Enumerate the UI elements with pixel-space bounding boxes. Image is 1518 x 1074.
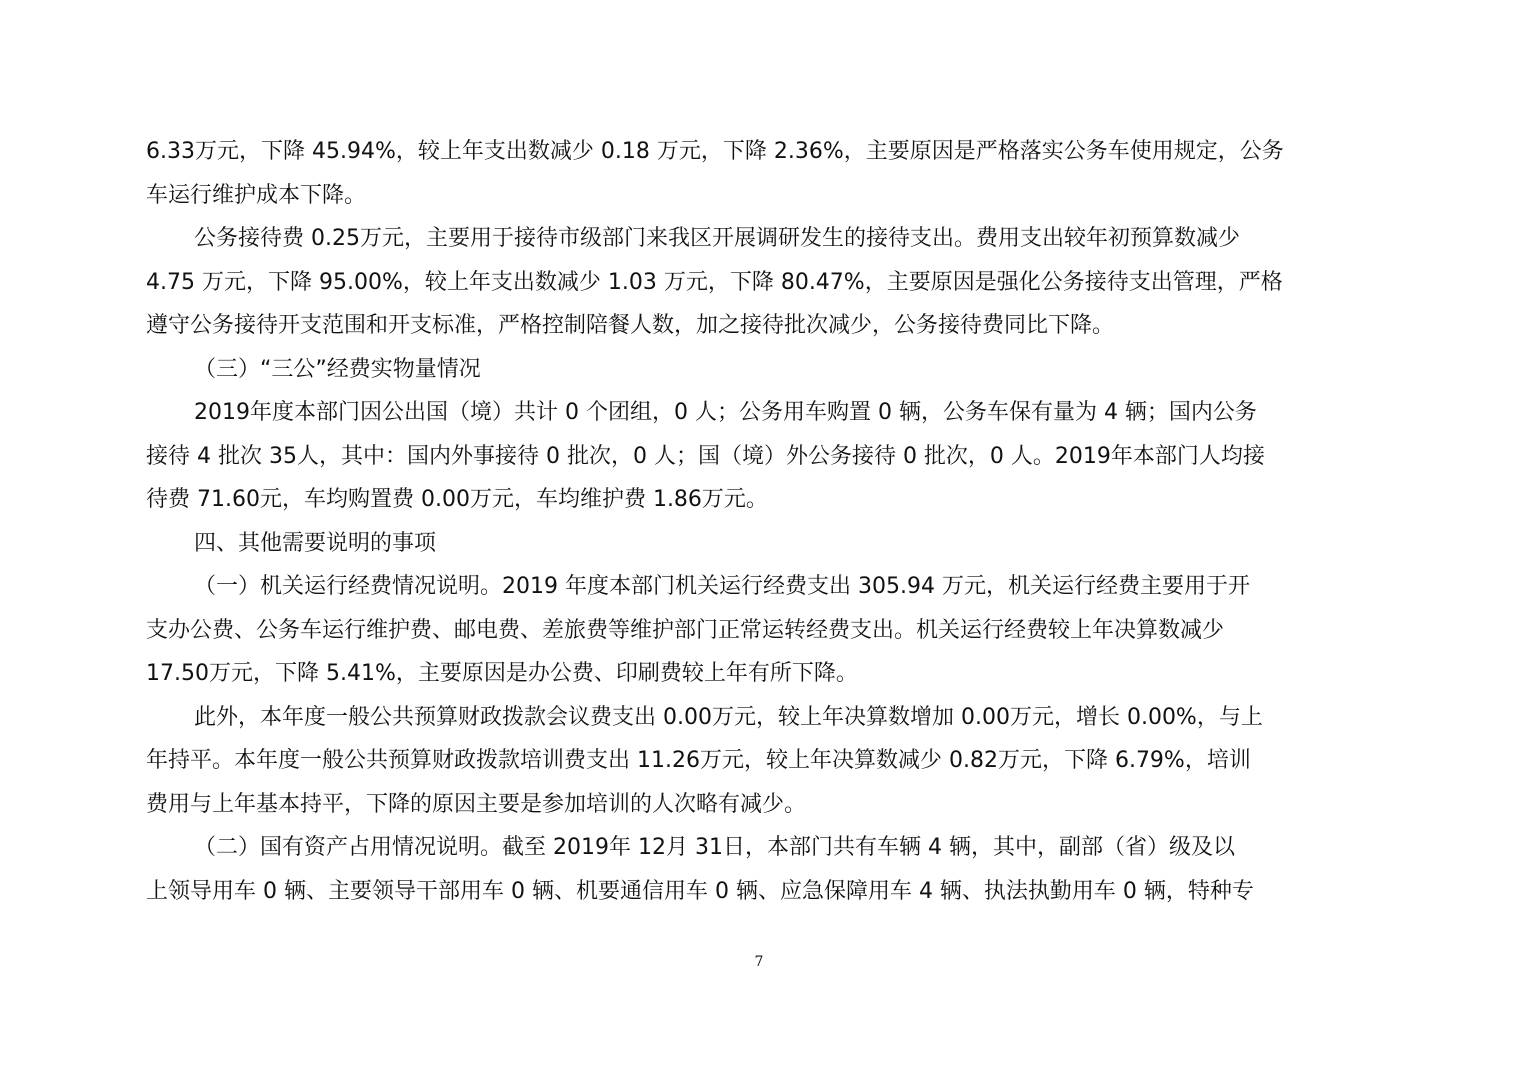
paragraph-start: 此外，本年度一般公共预算财政拨款会议费支出 0.00万元，较上年决算数增加 0.00万元，增长 0.00%，与上 — [194, 704, 1263, 730]
text-line: 年持平。本年度一般公共预算财政拨款培训费支出 11.26万元，较上年决算数减少 0.82万元，下降 6.79%，培训 — [146, 748, 1251, 773]
text-line: 待费 71.60元，车均购置费 0.00万元，车均维护费 1.86万元。 — [146, 487, 768, 512]
text-line: 支办公费、公务车运行维护费、邮电费、差旅费等维护部门正常运转经费支出。机关运行经费较上年决算数减少 — [146, 617, 1225, 643]
body-text — [146, 130, 1382, 913]
paragraph-start: （一）机关运行经费情况说明。2019 年度本部门机关运行经费支出 305.94 万元，机关运行经费主要用于开 — [194, 574, 1250, 599]
text-line: 4.75 万元，下降 95.00%，较上年支出数减少 1.03 万元，下降 80.47%，主要原因是强化公务接待支出管理，严格 — [146, 269, 1283, 295]
section-heading: （三）“三公”经费实物量情况 — [194, 356, 481, 382]
text-line: 上领导用车 0 辆、主要领导干部用车 0 辆、机要通信用车 0 辆、应急保障用车 4 辆、执法执勤用车 0 辆，特种专 — [146, 878, 1254, 904]
text-line: 费用与上年基本持平，下降的原因主要是参加培训的人次略有减少。 — [146, 791, 807, 817]
text-line: 17.50万元，下降 5.41%，主要原因是办公费、印刷费较上年有所下降。 — [146, 661, 858, 686]
text-line: 车运行维护成本下降。 — [146, 182, 367, 208]
page-number: 7 — [754, 954, 764, 970]
paragraph-start: 公务接待费 0.25万元，主要用于接待市级部门来我区开展调研发生的接待支出。费用支出较年初预算数减少 — [194, 226, 1240, 251]
paragraph-start: （二）国有资产占用情况说明。截至 2019年 12月 31日，本部门共有车辆 4 辆，其中，副部（省）级及以 — [194, 835, 1235, 860]
paragraph-start: 2019年度本部门因公出国（境）共计 0 个团组，0 人；公务用车购置 0 辆，公务车保有量为 4 辆；国内公务 — [194, 400, 1257, 425]
text-line: 接待 4 批次 35人，其中：国内外事接待 0 批次，0 人；国（境）外公务接待 0 批次，0 人。2019年本部门人均接 — [146, 443, 1265, 469]
text-line: 遵守公务接待开支范围和开支标准，严格控制陪餐人数，加之接待批次减少，公务接待费同比下降。 — [146, 313, 1115, 338]
section-heading: 四、其他需要说明的事项 — [194, 530, 437, 556]
text-line: 6.33万元，下降 45.94%，较上年支出数减少 0.18 万元，下降 2.36%，主要原因是严格落实公务车使用规定，公务 — [146, 139, 1284, 164]
